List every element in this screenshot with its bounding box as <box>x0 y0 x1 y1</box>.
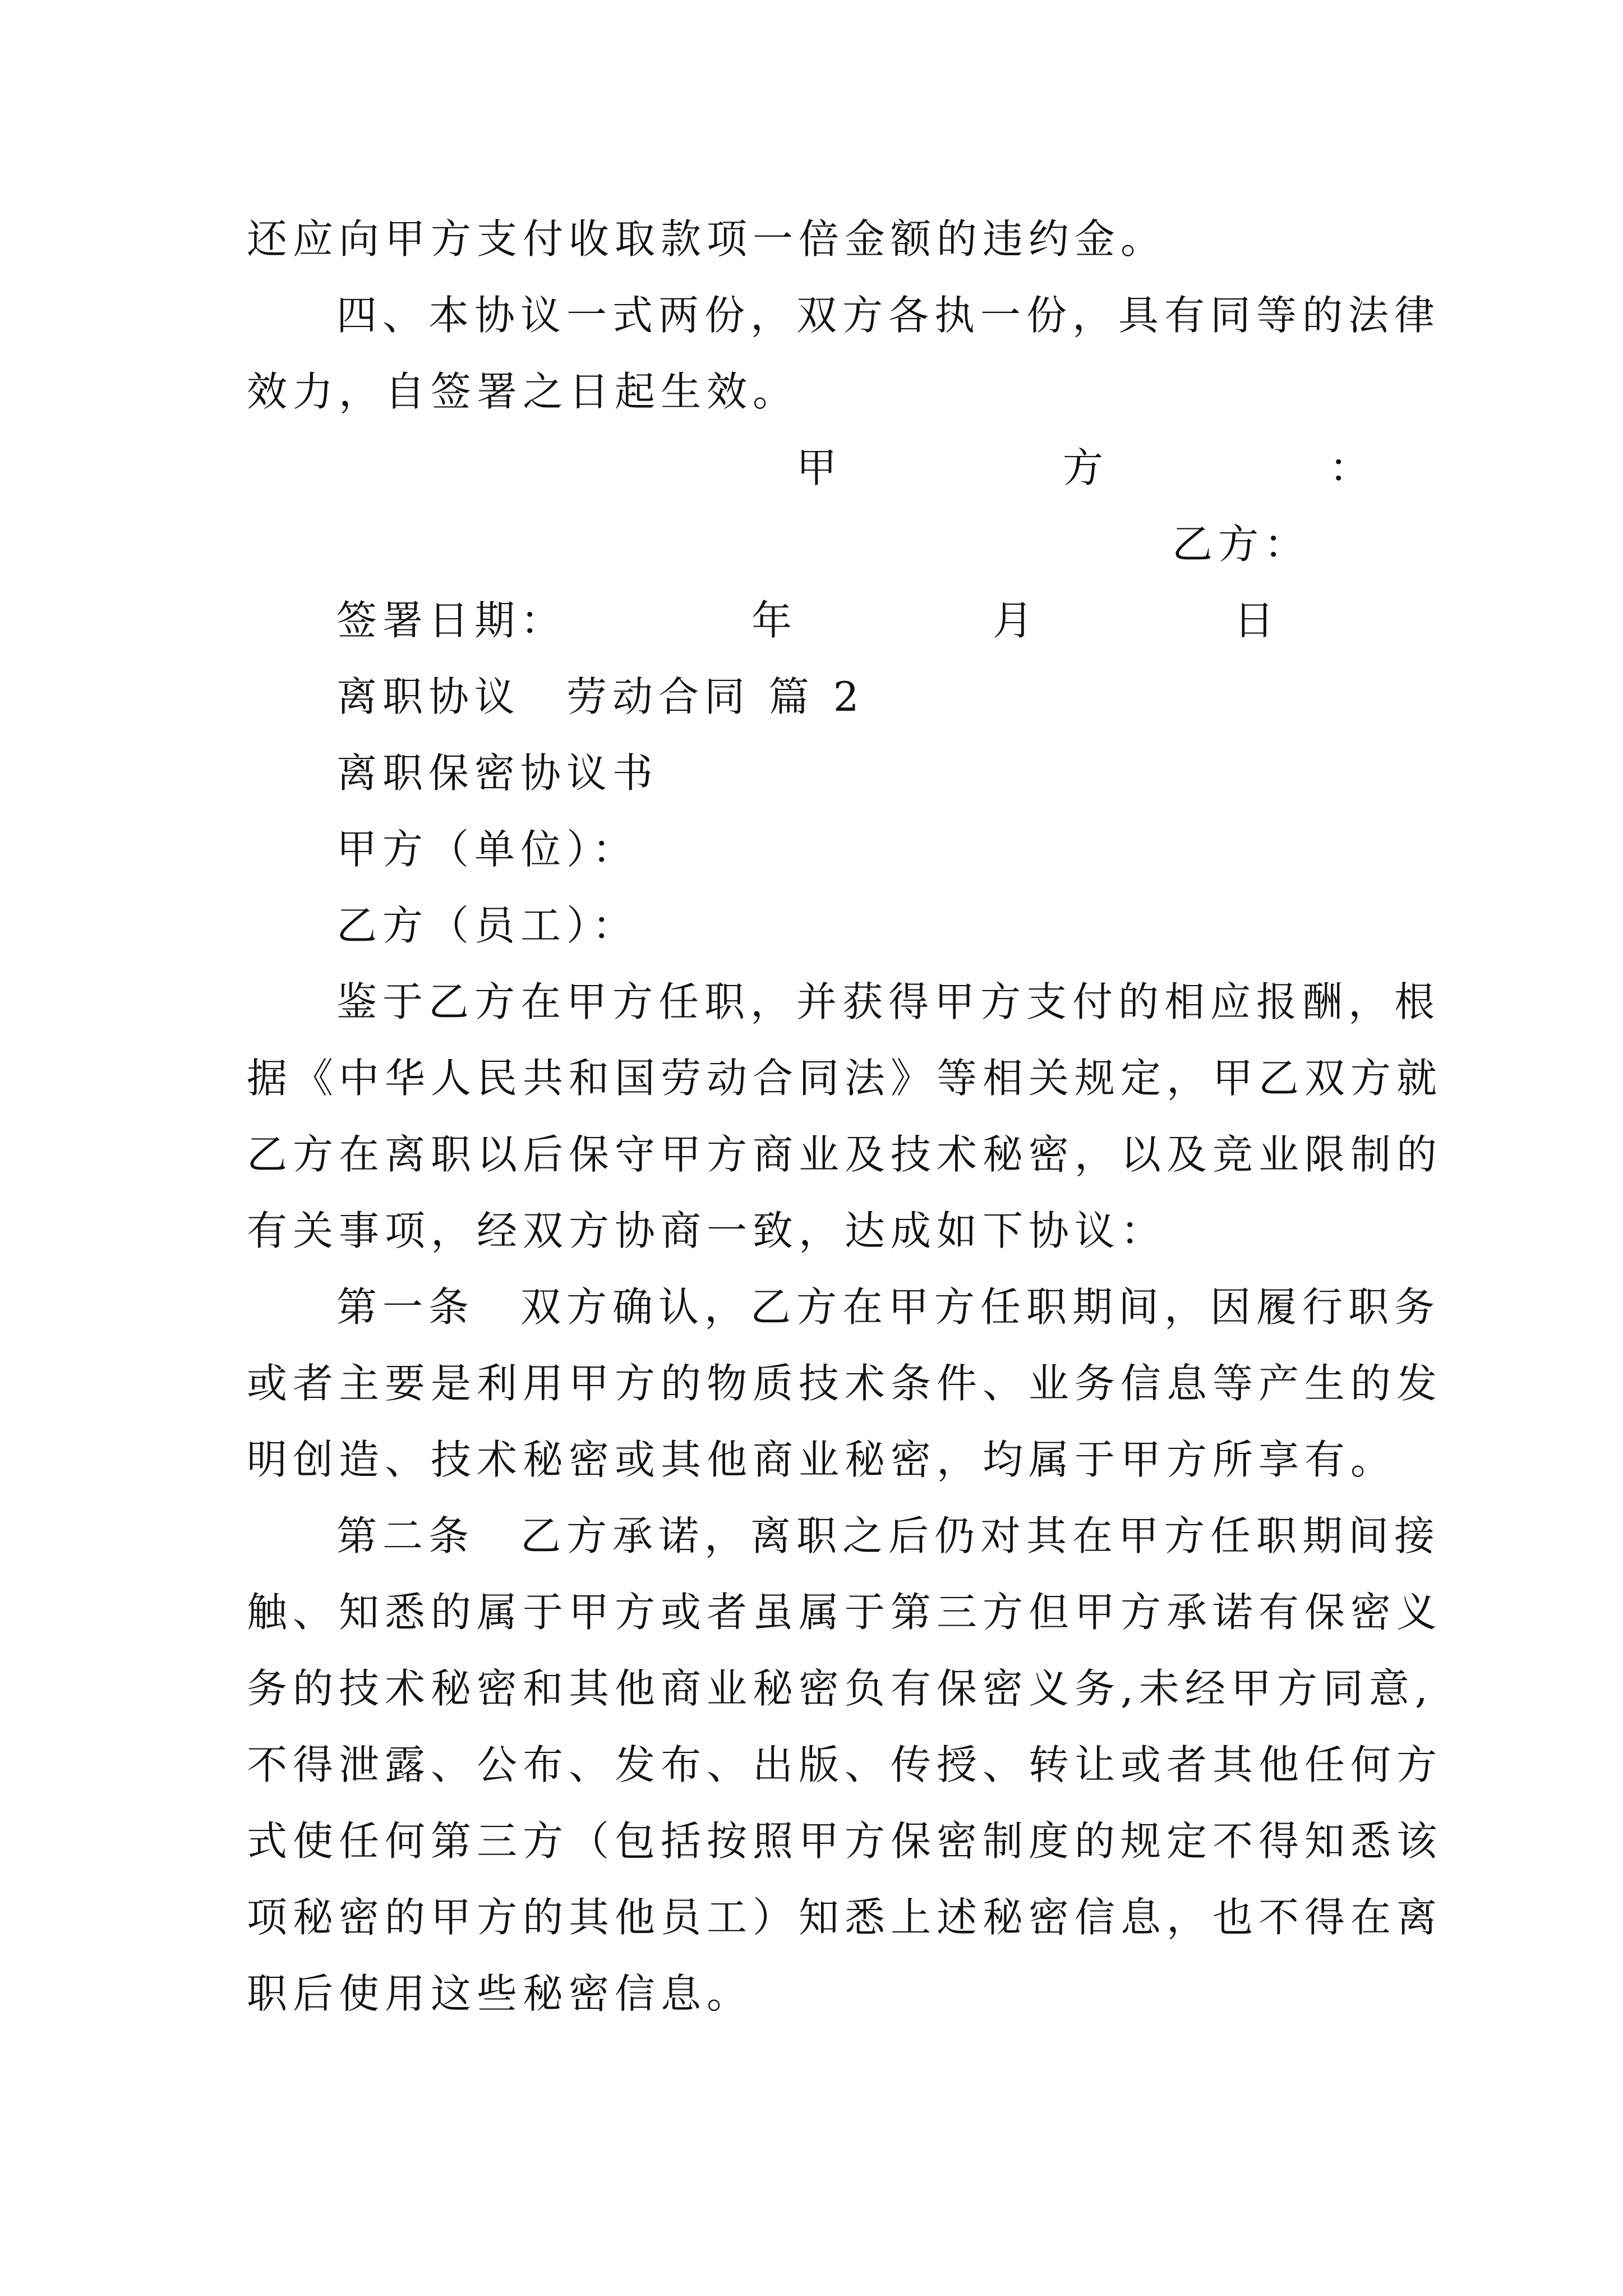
text-line: 第二条 乙方承诺，离职之后仍对其在甲方任职期间接 <box>336 1512 1441 1559</box>
text-line: 式使任何第三方（包括按照甲方保密制度的规定不得知悉该 <box>247 1818 1443 1865</box>
date-day: 日 <box>1234 597 1275 644</box>
party-a-label-char: ： <box>1329 444 1370 491</box>
text-line: 四、本协议一式两份，双方各执一份，具有同等的法律 <box>336 292 1441 339</box>
text-line: 项秘密的甲方的其他员工）知悉上述秘密信息，也不得在离 <box>247 1894 1443 1941</box>
text-line: 职后使用这些秘密信息。 <box>247 1970 753 2017</box>
text-line: 乙方在离职以后保守甲方商业及技术秘密，以及竞业限制的 <box>247 1131 1443 1178</box>
text-line: 第一条 双方确认，乙方在甲方任职期间，因履行职务 <box>336 1283 1441 1331</box>
text-line: 务的技术秘密和其他商业秘密负有保密义务,未经甲方同意, <box>247 1665 1433 1712</box>
document-title: 离职保密协议书 <box>336 749 659 797</box>
text-line: 有关事项，经双方协商一致，达成如下协议： <box>247 1207 1167 1254</box>
text-line: 鉴于乙方在甲方任职，并获得甲方支付的相应报酬，根 <box>336 978 1441 1025</box>
date-label: 签署日期： <box>336 597 567 644</box>
party-a-label-char: 方 <box>1063 444 1104 491</box>
party-a-field: 甲方（单位）： <box>336 826 639 873</box>
party-b-label: 乙方： <box>1172 521 1311 568</box>
text-line: 明创造、技术秘密或其他商业秘密，均属于甲方所享有。 <box>247 1436 1397 1483</box>
text-line: 据《中华人民共和国劳动合同法》等相关规定，甲乙双方就 <box>247 1055 1443 1102</box>
text-line: 不得泄露、公布、发布、出版、传授、转让或者其他任何方 <box>247 1741 1443 1788</box>
date-month: 月 <box>993 597 1034 644</box>
date-year: 年 <box>751 597 792 644</box>
text-line: 还应向甲方支付收取款项一倍金额的违约金。 <box>247 215 1167 263</box>
text-line: 或者主要是利用甲方的物质技术条件、业务信息等产生的发 <box>247 1360 1443 1407</box>
party-b-field: 乙方（员工）： <box>336 902 639 949</box>
text-line: 效力，自签署之日起生效。 <box>247 368 799 415</box>
party-a-label-char: 甲 <box>796 444 837 491</box>
text-line: 触、知悉的属于甲方或者虽属于第三方但甲方承诺有保密义 <box>247 1589 1443 1636</box>
section-heading: 离职协议 劳动合同 篇 2 <box>336 673 865 720</box>
